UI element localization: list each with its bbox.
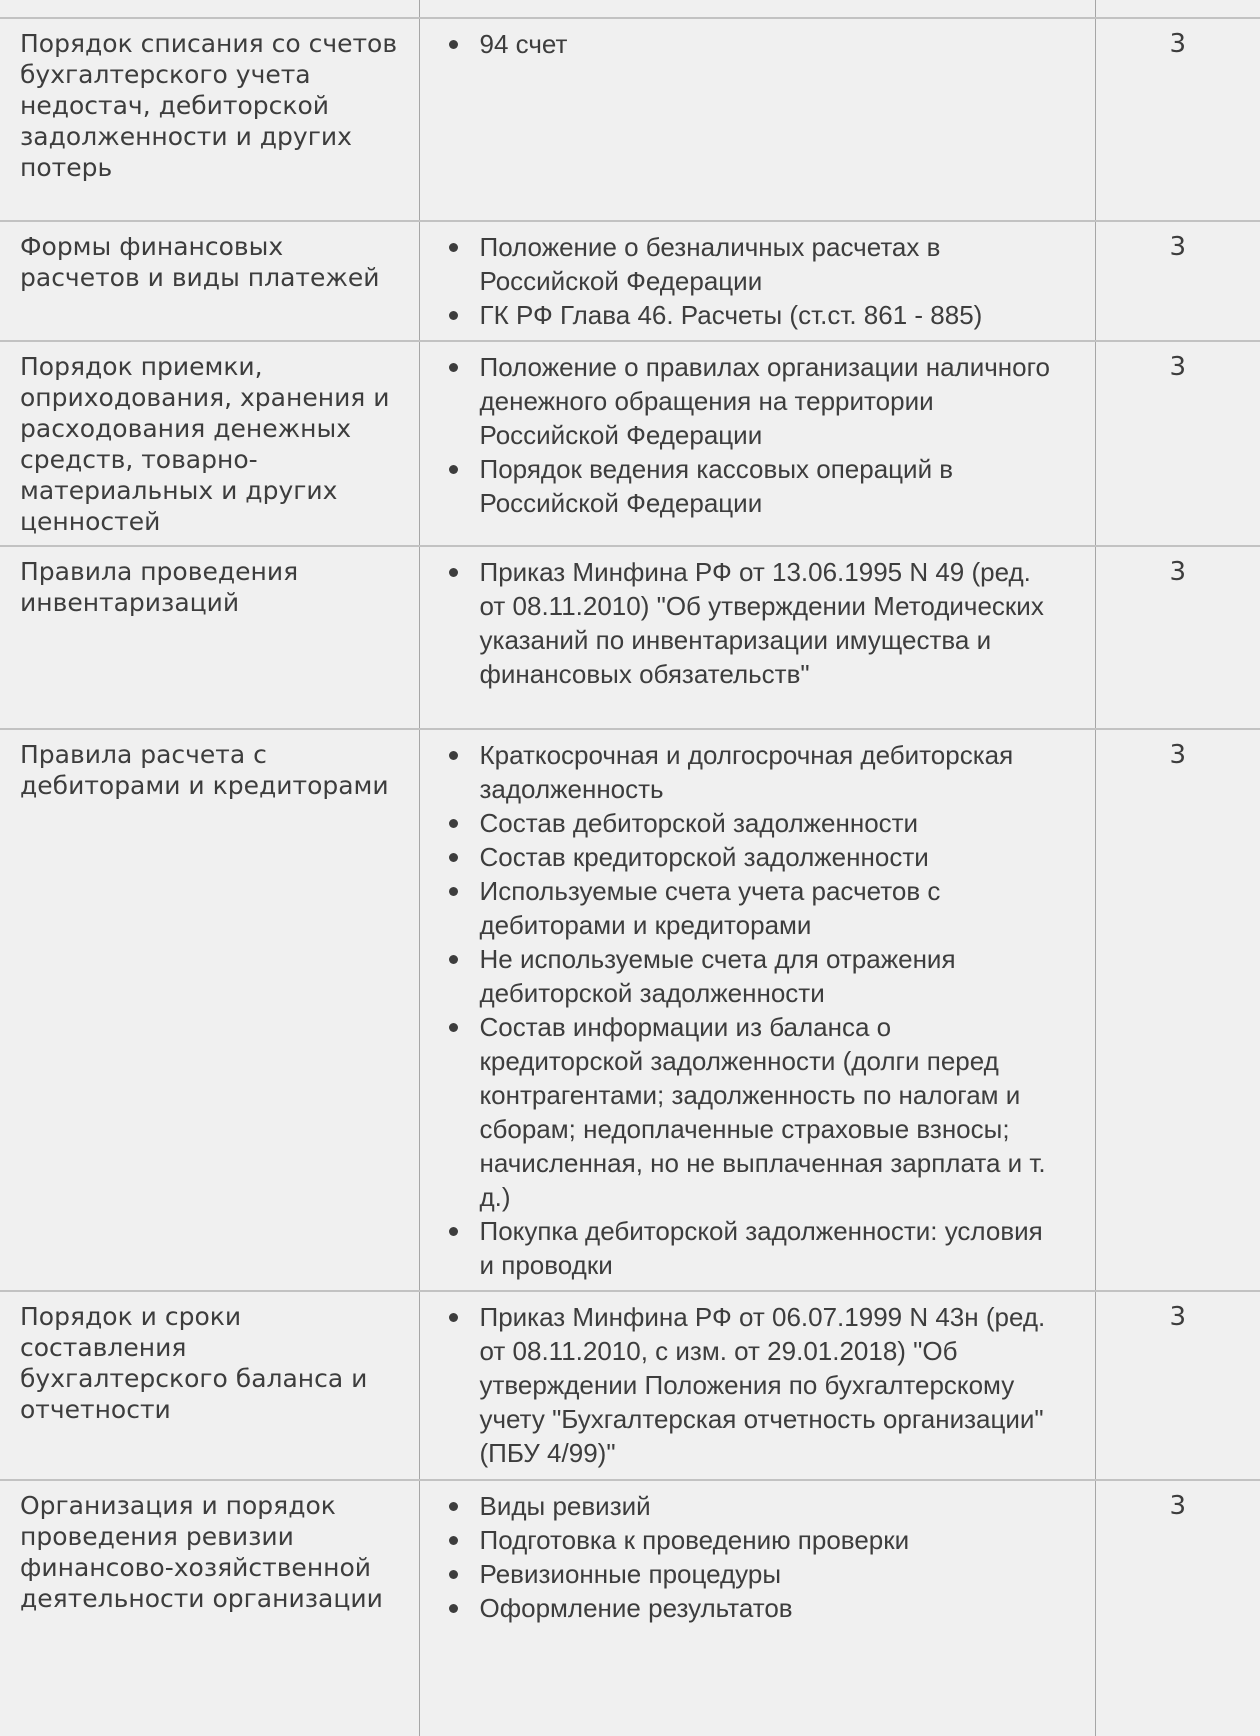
topic-cell: Порядок и сроки составления бухгалтерского баланса и отчетности — [0, 1291, 419, 1480]
list-item: Положение о правилах организации наличного денежного обращения на территории Российской Федерации — [420, 350, 1059, 452]
list-item: Ревизионные процедуры — [420, 1557, 1059, 1591]
items-list — [420, 1300, 1059, 1470]
items-list — [420, 27, 1059, 61]
list-item: Приказ Минфина РФ от 06.07.1999 N 43н (ред. от 08.11.2010, с изм. от 29.01.2018) "Об утверждении Положения по бухгалтерскому учету "Бухгалтерская отчетность организации" (ПБУ 4/99)" — [420, 1300, 1059, 1470]
topic-cell: Формы финансовых расчетов и виды платежей — [0, 221, 419, 341]
table-row-cutoff-top — [0, 0, 1260, 18]
items-list — [420, 555, 1059, 691]
hours-cell: 3 — [1095, 341, 1260, 546]
items-list — [420, 230, 1059, 332]
table-row — [0, 221, 1260, 341]
items-cell — [419, 18, 1095, 221]
table-row — [0, 729, 1260, 1291]
list-item: Оформление результатов — [420, 1591, 1059, 1625]
hours-cell — [1095, 0, 1260, 18]
table-row — [0, 1291, 1260, 1480]
list-item: Состав информации из баланса о кредиторской задолженности (долги перед контрагентами; задолженность по налогам и сборам; недоплаченные страховые взносы; начисленная, но не выплаченная зарплата и т. д.) — [420, 1010, 1059, 1214]
hours-cell: 3 — [1095, 1480, 1260, 1736]
table-row — [0, 18, 1260, 221]
hours-cell: 3 — [1095, 1291, 1260, 1480]
items-cell — [419, 546, 1095, 729]
hours-cell: 3 — [1095, 546, 1260, 729]
table-row — [0, 546, 1260, 729]
items-cell — [419, 0, 1095, 18]
list-item: 94 счет — [420, 27, 1059, 61]
items-cell — [419, 1291, 1095, 1480]
items-list — [420, 1489, 1059, 1625]
list-item: ГК РФ Глава 46. Расчеты (ст.ст. 861 - 885) — [420, 298, 1059, 332]
list-item: Не используемые счета для отражения дебиторской задолженности — [420, 942, 1059, 1010]
items-cell — [419, 729, 1095, 1291]
topic-cell: Порядок приемки, оприходования, хранения и расходования денежных средств, товарно-материальных и других ценностей — [0, 341, 419, 546]
list-item: Порядок ведения кассовых операций в Российской Федерации — [420, 452, 1059, 520]
list-item: Состав дебиторской задолженности — [420, 806, 1059, 840]
topic-cell: Порядок списания со счетов бухгалтерского учета недостач, дебиторской задолженности и других потерь — [0, 18, 419, 221]
list-item: Виды ревизий — [420, 1489, 1059, 1523]
list-item: Приказ Минфина РФ от 13.06.1995 N 49 (ред. от 08.11.2010) "Об утверждении Методических указаний по инвентаризации имущества и финансовых обязательств" — [420, 555, 1059, 691]
hours-cell: 3 — [1095, 18, 1260, 221]
topic-cell: Правила проведения инвентаризаций — [0, 546, 419, 729]
hours-cell: 3 — [1095, 729, 1260, 1291]
topic-cell: Правила расчета с дебиторами и кредиторами — [0, 729, 419, 1291]
items-list — [420, 350, 1059, 520]
topic-cell — [0, 0, 419, 18]
topic-cell: Организация и порядок проведения ревизии финансово-хозяйственной деятельности организации — [0, 1480, 419, 1736]
list-item: Покупка дебиторской задолженности: условия и проводки — [420, 1214, 1059, 1282]
hours-cell: 3 — [1095, 221, 1260, 341]
list-item: Подготовка к проведению проверки — [420, 1523, 1059, 1557]
list-item: Состав кредиторской задолженности — [420, 840, 1059, 874]
table-row — [0, 1480, 1260, 1736]
items-cell — [419, 221, 1095, 341]
items-list — [420, 738, 1059, 1282]
list-item: Используемые счета учета расчетов с дебиторами и кредиторами — [420, 874, 1059, 942]
table-row — [0, 341, 1260, 546]
items-cell — [419, 1480, 1095, 1736]
list-item: Положение о безналичных расчетах в Российской Федерации — [420, 230, 1059, 298]
items-cell — [419, 341, 1095, 546]
list-item: Краткосрочная и долгосрочная дебиторская задолженность — [420, 738, 1059, 806]
